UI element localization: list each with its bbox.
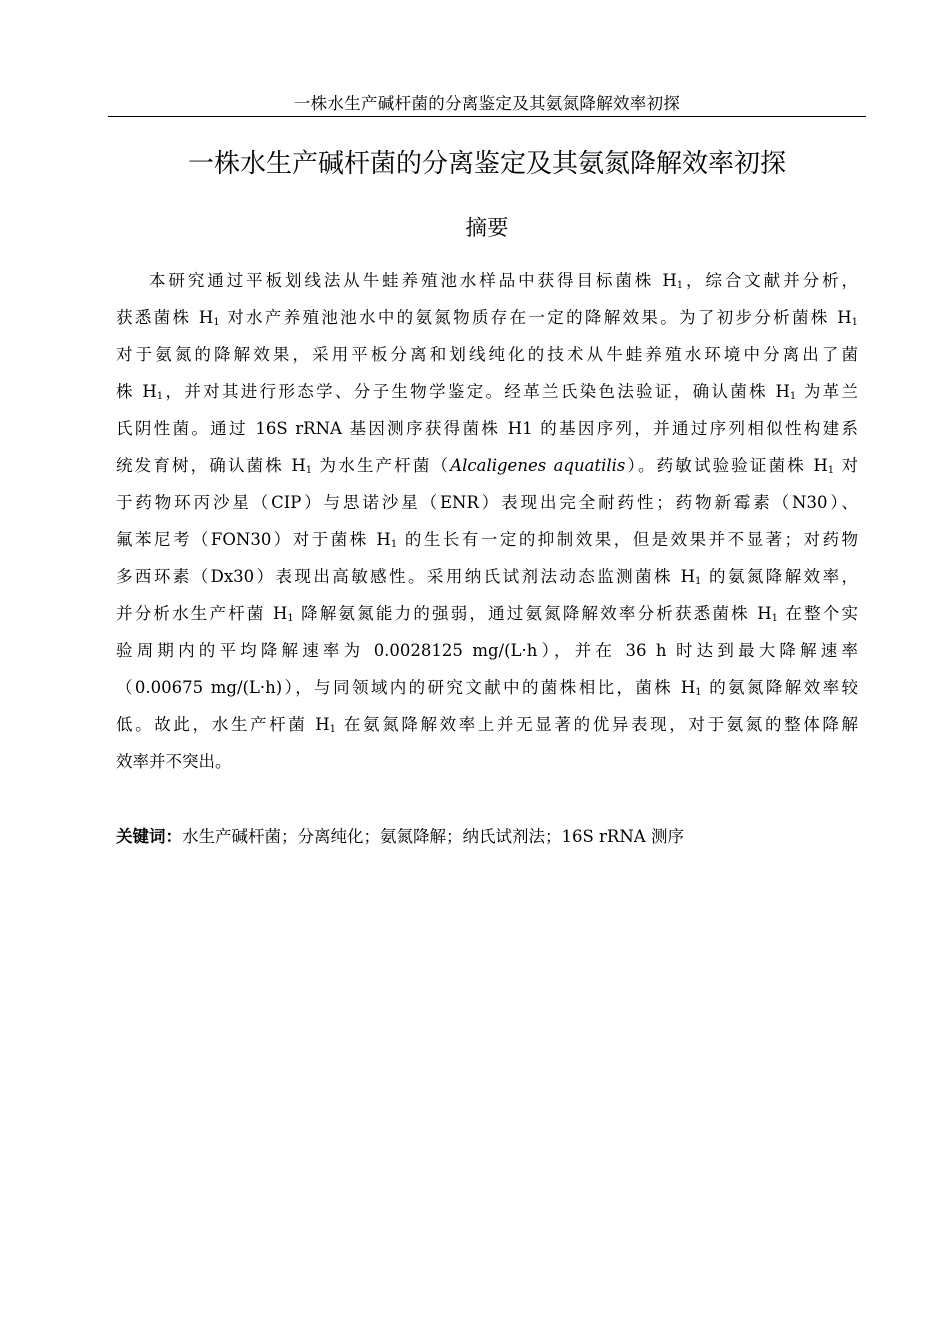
abstract-text: （0.00675 mg/(L·h)），与同领域内的研究文献中的菌株相比，菌株 H (116, 678, 696, 697)
abstract-line (116, 447, 858, 484)
abstract-line (116, 262, 858, 299)
abstract-line (116, 299, 858, 336)
abstract-text: ，并对其进行形态学、分子生物学鉴定。经革兰氏染色法验证，确认菌株 H (163, 382, 790, 401)
abstract-line (116, 410, 858, 447)
abstract-line (116, 595, 858, 632)
abstract-line (116, 669, 858, 706)
abstract-text: 低。故此，水生产杆菌 H (116, 715, 330, 734)
paper-title: 一株水生产碱杆菌的分离鉴定及其氨氮降解效率初探 (187, 149, 786, 179)
subscript: 1 (851, 317, 858, 328)
abstract-text: 在整个实 (777, 604, 858, 623)
abstract-text: 在氨氮降解效率上并无显著的优异表现，对于氨氮的整体降解 (336, 715, 858, 734)
subscript: 1 (305, 465, 313, 476)
subscript: 1 (287, 613, 294, 624)
abstract-line (116, 743, 858, 780)
keywords-label: 关键词： (116, 827, 182, 846)
abstract-line (116, 558, 858, 595)
subscript: 1 (390, 539, 398, 550)
abstract-text: 于药物环丙沙星（CIP）与思诺沙星（ENR）表现出完全耐药性；药物新霉素（N30）、 (116, 493, 858, 512)
abstract-text: 并分析水生产杆菌 H (116, 604, 288, 623)
subscript: 1 (156, 391, 164, 402)
abstract-text: 对于氨氮的降解效果，采用平板分离和划线纯化的技术从牛蛙养殖水环境中分离出了菌 (116, 345, 858, 364)
subscript: 1 (694, 576, 702, 587)
abstract-text: 氏阴性菌。通过 16S rRNA 基因测序获得菌株 H1 的基因序列，并通过序列相似性构建系 (116, 419, 858, 438)
subscript: 1 (771, 613, 778, 624)
abstract-text: 的生长有一定的抑制效果，但是效果并不显著；对药物 (397, 530, 859, 549)
subscript: 1 (827, 465, 835, 476)
abstract-text: 为水生产杆菌（ (312, 456, 451, 475)
abstract-text: 株 H (116, 382, 157, 401)
abstract-text: 效率并不突出。 (116, 752, 232, 771)
running-header: 一株水生产碱杆菌的分离鉴定及其氨氮降解效率初探 (293, 94, 681, 113)
subscript: 1 (213, 317, 220, 328)
abstract-text: 获悉菌株 H (116, 308, 214, 327)
abstract-body (116, 262, 858, 780)
abstract-heading: 摘要 (465, 216, 509, 241)
abstract-text: 为革兰 (796, 382, 859, 401)
abstract-line (116, 336, 858, 373)
abstract-text: ，综合文献并分析， (683, 271, 858, 290)
abstract-text: 的氨氮降解效率， (701, 567, 858, 586)
abstract-text: 氟苯尼考（FON30）对于菌株 H (116, 530, 391, 549)
keywords-text: 水生产碱杆菌；分离纯化；氨氮降解；纳氏试剂法；16S rRNA 测序 (182, 827, 684, 846)
abstract-line (116, 632, 858, 669)
subscript: 1 (695, 687, 702, 698)
abstract-text: 对水产养殖池池水中的氨氮物质存在一定的降解效果。为了初步分析菌株 H (219, 308, 852, 327)
abstract-text: 统发育树，确认菌株 H (116, 456, 306, 475)
abstract-text: 降解氨氮能力的强弱，通过氨氮降解效率分析获悉菌株 H (293, 604, 772, 623)
abstract-text: 多西环素（Dx30）表现出高敏感性。采用纳氏试剂法动态监测菌株 H (116, 567, 695, 586)
subscript: 1 (329, 724, 337, 735)
keywords (116, 822, 858, 852)
abstract-line (116, 706, 858, 743)
abstract-text: 的氨氮降解效率较 (701, 678, 858, 697)
abstract-text: 对 (834, 456, 858, 475)
header-rule (108, 116, 866, 117)
abstract-line (116, 484, 858, 521)
abstract-line (116, 373, 858, 410)
abstract-line (116, 521, 858, 558)
subscript: 1 (676, 280, 684, 291)
species-name: Alcaligenes aquatilis (450, 456, 626, 475)
abstract-text: 验周期内的平均降解速率为 0.0028125 mg/(L·h），并在 36 h 时达到最大降解速率 (116, 641, 858, 660)
abstract-text: ）。药敏试验验证菌株 H (625, 456, 828, 475)
abstract-text: 本研究通过平板划线法从牛蛙养殖池水样品中获得目标菌株 H (149, 271, 677, 290)
subscript: 1 (789, 391, 797, 402)
